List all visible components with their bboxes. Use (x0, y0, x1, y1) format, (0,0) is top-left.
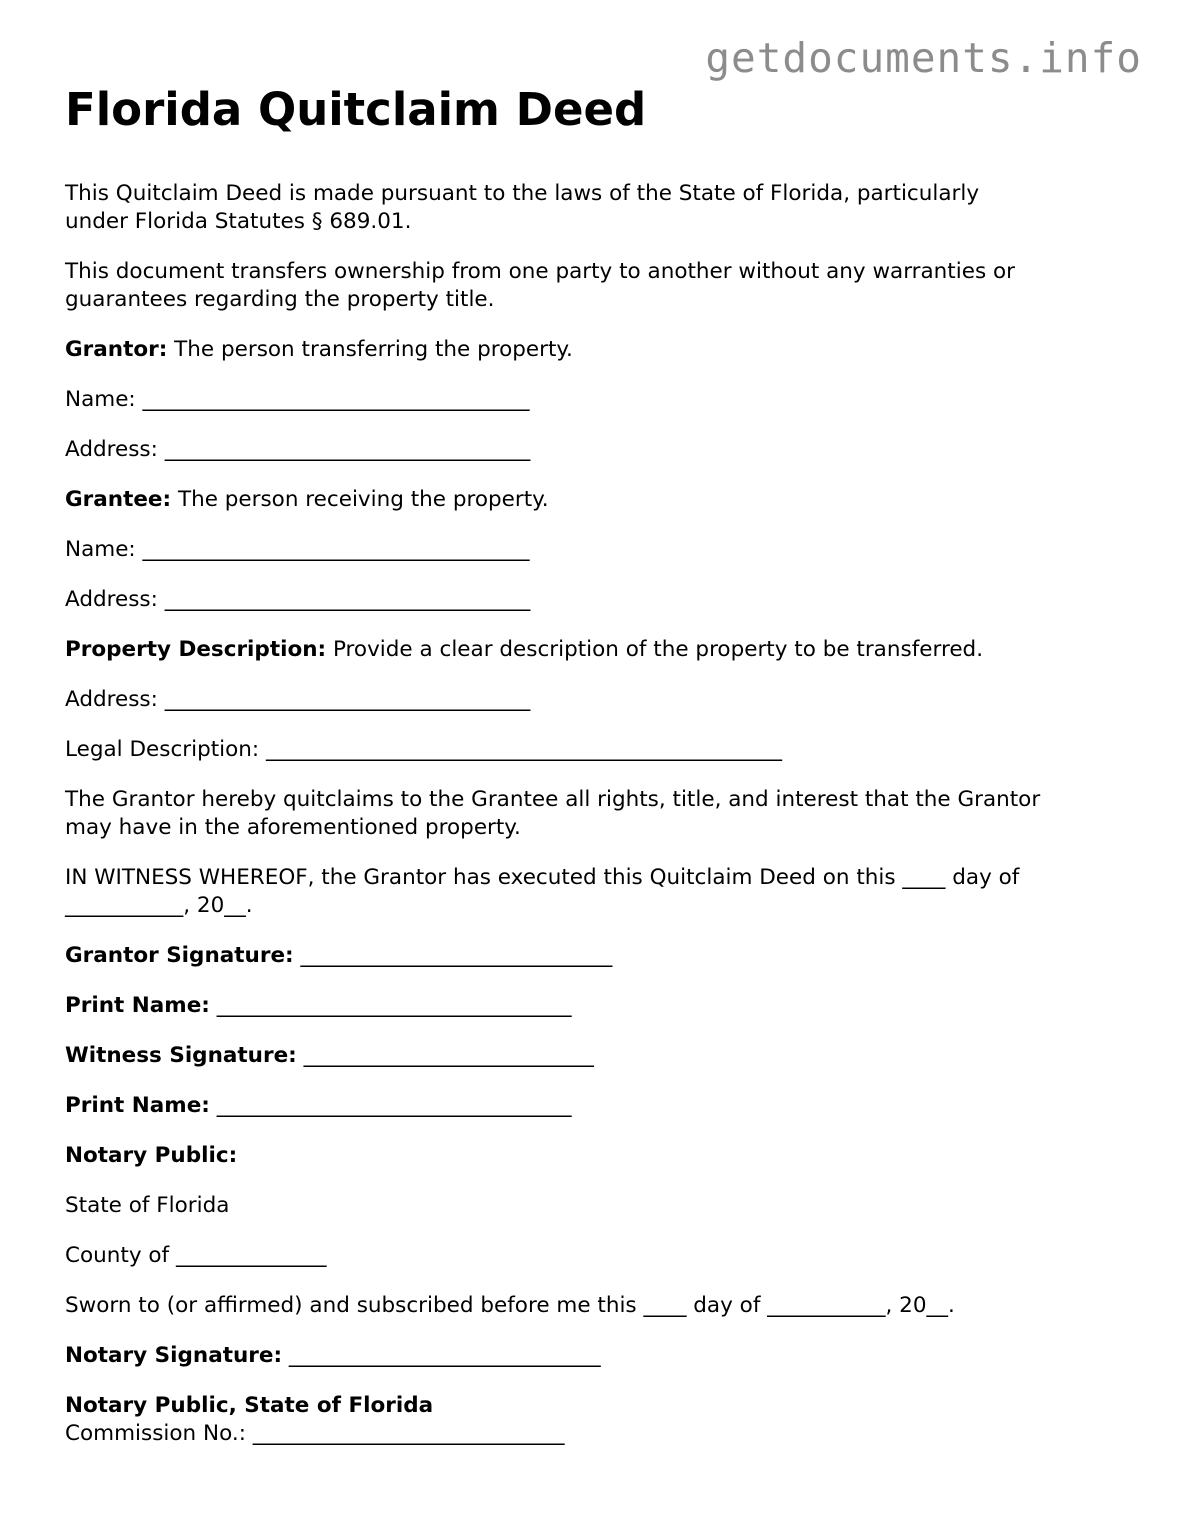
intro-line-4: guarantees regarding the property title. (65, 287, 495, 312)
witness-print-name-blank[interactable]: _________________________________ (209, 1093, 572, 1118)
witness-clause-line-1: IN WITNESS WHEREOF, the Grantor has executed this Quitclaim Deed on this ____ day of (65, 865, 1020, 890)
grantee-address-field[interactable]: Address: __________________________________ (65, 587, 531, 612)
grantor-heading-line (65, 336, 1125, 364)
intro-line-3: This document transfers ownership from one party to another without any warranties or (65, 259, 1015, 284)
grantee-description: The person receiving the property. (171, 487, 549, 512)
grantee-heading: Grantee: (65, 487, 172, 512)
intro-paragraph-1 (65, 180, 1125, 236)
witness-signature-label: Witness Signature: (65, 1043, 297, 1068)
grantor-signature-blank[interactable]: _____________________________ (293, 943, 613, 968)
notary-signature-blank[interactable]: _____________________________ (282, 1343, 601, 1368)
witness-signature-field[interactable] (65, 1042, 1125, 1070)
property-address-field[interactable]: Address: __________________________________ (65, 687, 531, 712)
notary-title: Notary Public, State of Florida (65, 1393, 434, 1418)
grantor-address-field[interactable]: Address: __________________________________ (65, 437, 531, 462)
intro-paragraph-2 (65, 258, 1125, 314)
witness-signature-blank[interactable]: ___________________________ (296, 1043, 594, 1068)
grantor-print-name-label: Print Name: (65, 993, 210, 1018)
grantor-name-field[interactable]: Name: ____________________________________ (65, 387, 530, 412)
property-description: Provide a clear description of the property to be transferred. (326, 637, 984, 662)
witness-print-name-field[interactable] (65, 1092, 1125, 1120)
notary-county-field[interactable]: County of ______________ (65, 1243, 327, 1268)
clause-line-2: may have in the aforementioned property. (65, 815, 521, 840)
legal-description-field[interactable]: Legal Description: ________________________________________________ (65, 737, 782, 762)
grantee-heading-line (65, 486, 1125, 514)
grantor-print-name-blank[interactable]: _________________________________ (209, 993, 572, 1018)
intro-line-2: under Florida Statutes § 689.01. (65, 209, 412, 234)
notary-heading-line (65, 1142, 1125, 1170)
property-heading: Property Description: (65, 637, 327, 662)
document-title: Florida Quitclaim Deed (65, 83, 647, 136)
quitclaim-clause (65, 786, 1125, 842)
grantee-name-field[interactable]: Name: ____________________________________ (65, 537, 530, 562)
grantor-heading: Grantor: (65, 337, 168, 362)
grantor-signature-field[interactable] (65, 942, 1125, 970)
document-page (65, 82, 1125, 1470)
grantor-print-name-field[interactable] (65, 992, 1125, 1020)
watermark: getdocuments.info (705, 34, 1142, 82)
notary-sworn-line[interactable]: Sworn to (or affirmed) and subscribed before me this ____ day of ___________, 20__. (65, 1293, 955, 1318)
clause-line-1: The Grantor hereby quitclaims to the Grantee all rights, title, and interest that the Grantor (65, 787, 1041, 812)
property-heading-line (65, 636, 1125, 664)
notary-signature-field[interactable] (65, 1342, 1125, 1370)
witness-print-name-label: Print Name: (65, 1093, 210, 1118)
witness-clause-line-2: ___________, 20__. (65, 893, 253, 918)
notary-title-line (65, 1392, 1125, 1420)
notary-heading: Notary Public: (65, 1143, 238, 1168)
intro-line-1: This Quitclaim Deed is made pursuant to the laws of the State of Florida, particularly (65, 181, 980, 206)
grantor-signature-label: Grantor Signature: (65, 943, 294, 968)
notary-signature-label: Notary Signature: (65, 1343, 283, 1368)
witness-clause[interactable] (65, 864, 1125, 920)
notary-state: State of Florida (65, 1193, 230, 1218)
notary-commission-field[interactable]: Commission No.: _____________________________ (65, 1421, 565, 1446)
grantor-description: The person transferring the property. (167, 337, 573, 362)
